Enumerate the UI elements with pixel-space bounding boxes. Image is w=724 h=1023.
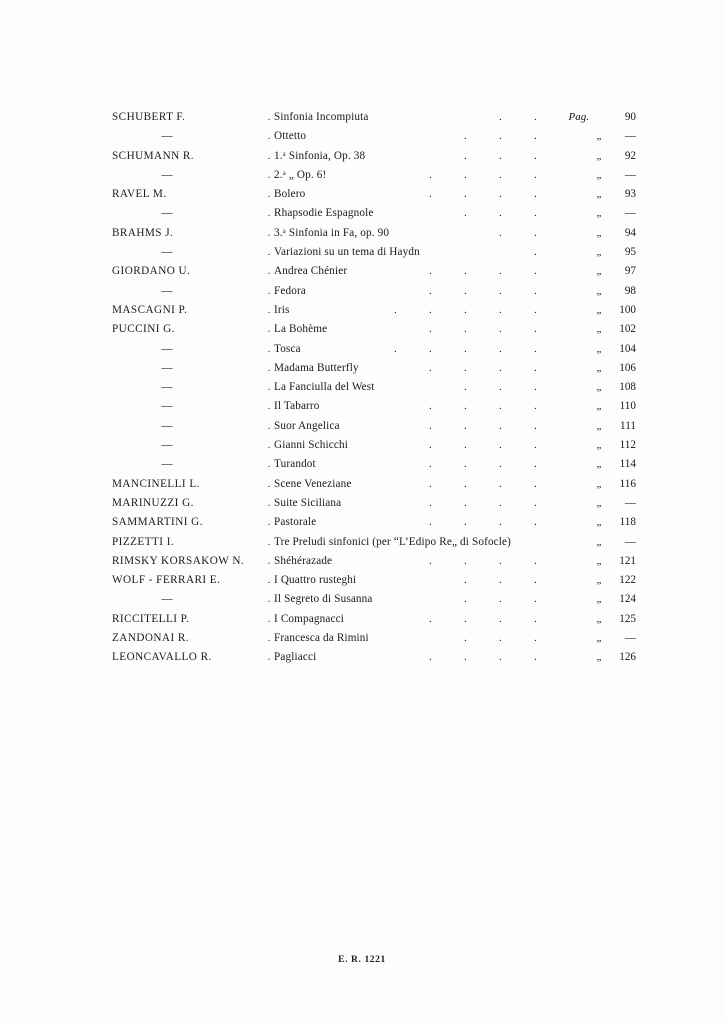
ditto-mark: „ [596,496,602,509]
ditto-mark: „ [596,477,602,490]
separator-dot: . [267,189,271,201]
leader-dots: . . . . [429,419,537,432]
composer-name: ZANDONAI R. [112,632,190,645]
ditto-mark: „ [596,265,602,278]
composer-name: — [161,130,173,143]
composer-name: MANCINELLI L. [112,477,200,490]
pag-label [559,397,592,416]
page-number: 110 [619,400,636,413]
separator-dot: . [267,575,271,587]
pag-label [559,301,592,320]
work-title-cell [274,340,559,359]
page-number: 112 [619,439,636,452]
page-number: 90 [624,111,636,123]
table-row [112,147,636,166]
pag-label [559,359,592,378]
work-title: Francesca da Rimini [274,632,369,645]
composer-name: — [161,207,173,220]
page-number: 108 [619,381,636,394]
table-row [112,397,636,416]
ditto-mark [592,108,610,127]
leader-dots: . . . . [429,361,537,374]
work-title-cell [274,610,559,629]
separator-dot: . [267,304,271,316]
separator-dot: . [267,169,271,181]
table-row [112,475,636,494]
composer-name: SCHUMANN R. [112,149,195,162]
work-title: Shéhérazade [274,554,333,567]
ditto-mark: „ [596,419,602,432]
composer-name: BRAHMS J. [112,226,174,239]
page-number: 104 [619,342,636,355]
table-row [112,166,636,185]
ditto-mark: „ [596,226,602,239]
pag-label: Pag. [568,111,589,123]
ditto-mark: „ [596,516,602,529]
page-number: 106 [619,361,636,374]
page-number: — [624,130,636,143]
work-title: 1.ᵃ Sinfonia, Op. 38 [274,149,366,162]
leader-dots: . . . [464,381,537,394]
pag-label [559,494,592,513]
work-title: Suor Angelica [274,419,340,432]
separator-dot: . [267,652,271,664]
table-row [112,204,636,223]
ditto-mark: „ [596,361,602,374]
page-footer: E. R. 1221 [338,955,386,965]
leader-dots: . . . . [429,400,537,413]
table-row [112,648,636,667]
table-row [112,127,636,146]
work-title: I Compagnacci [274,612,344,625]
pag-label [559,340,592,359]
work-title-cell [274,320,559,339]
ditto-mark: „ [596,381,602,394]
table-row [112,610,636,629]
table-row [112,513,636,532]
composer-name: LEONCAVALLO R. [112,651,212,664]
composer-name: MASCAGNI P. [112,303,188,316]
work-title-cell [274,436,559,455]
page-number: 102 [619,323,636,336]
separator-dot: . [267,382,271,394]
pag-label [559,552,592,571]
separator-dot: . [267,285,271,297]
leader-dots: . . . . [429,323,537,336]
pag-label [559,243,592,262]
composer-name: — [161,246,173,259]
table-row [112,571,636,590]
separator-dot: . [267,208,271,220]
work-title: Andrea Chénier [274,265,348,278]
page-number: — [624,207,636,220]
pag-label [559,320,592,339]
work-title: I Quattro rusteghi [274,574,357,587]
leader-dots: . . . . [429,265,537,278]
page-number: 97 [624,265,636,278]
work-title-cell [274,629,559,648]
ditto-mark: „ [596,168,602,181]
page-number: 93 [624,188,636,201]
leader-dots: . . . [464,593,537,606]
composer-name: — [161,381,173,394]
work-title-cell [274,359,559,378]
separator-dot: . [267,517,271,529]
page-number: 125 [619,612,636,625]
separator-dot: . [267,478,271,490]
composer-name: PIZZETTI I. [112,535,175,548]
leader-dots: . . . . [429,284,537,297]
table-row [112,108,636,127]
page-number: 116 [619,477,636,490]
leader-dots: . . . . [429,458,537,471]
work-title: Turandot [274,458,316,471]
table-row [112,262,636,281]
page-number: 126 [619,651,636,664]
work-title: 3.ᵃ Sinfonia in Fa, op. 90 [274,226,390,239]
work-title: Rhapsodie Espagnole [274,207,374,220]
ditto-mark: „ [596,284,602,297]
table-row [112,282,636,301]
pag-label [559,571,592,590]
ditto-mark: „ [596,342,602,355]
leader-dots: . . . . [429,496,537,509]
pag-label [559,590,592,609]
composer-name: SCHUBERT F. [112,111,186,123]
composer-name: — [161,458,173,471]
work-title-cell [274,648,559,667]
work-title: Pastorale [274,516,317,529]
ditto-mark: „ [596,535,602,548]
separator-dot: . [267,594,271,606]
work-title-cell [274,455,559,474]
composer-name: — [161,439,173,452]
pag-label [559,224,592,243]
ditto-mark: „ [596,458,602,471]
leader-dots: . . . . [429,554,537,567]
table-row [112,359,636,378]
pag-label [559,417,592,436]
toc-body [112,108,636,668]
pag-label [559,513,592,532]
work-title: Iris [274,303,290,316]
separator-dot: . [267,247,271,259]
separator-dot: . [267,536,271,548]
composer-name: RAVEL M. [112,188,167,201]
table-row [112,533,636,552]
table-row [112,436,636,455]
work-title: Madama Butterfly [274,361,359,374]
composer-name: WOLF - FERRARI E. [112,574,221,587]
leader-dots: . [534,246,537,259]
pag-label [559,166,592,185]
ditto-mark: „ [596,149,602,162]
composer-name: SAMMARTINI G. [112,516,203,529]
table-row [112,455,636,474]
table-row [112,340,636,359]
leader-dots: . . . . [429,651,537,664]
composer-name: RIMSKY KORSAKOW N. [112,554,245,567]
ditto-mark: „ [596,574,602,587]
leader-dots: . . . [464,574,537,587]
work-title-cell [274,262,559,281]
work-title: Bolero [274,188,306,201]
leader-dots: . . . . [429,439,537,452]
pag-label [559,533,592,552]
page-number: 121 [619,554,636,567]
composer-name: — [161,168,173,181]
separator-dot: . [267,112,271,123]
work-title: Suite Siciliana [274,496,342,509]
ditto-mark: „ [596,400,602,413]
leader-dots: . . . [464,130,537,143]
separator-dot: . [267,401,271,413]
separator-dot: . [267,343,271,355]
work-title-cell [274,224,559,243]
table-row [112,243,636,262]
work-title: La Bohème [274,323,328,336]
pag-label [559,185,592,204]
page-number: 100 [619,303,636,316]
page-number: 122 [619,574,636,587]
page-number: — [624,535,636,548]
work-title: Pagliacci [274,651,317,664]
work-title-cell [274,378,559,397]
leader-dots: . . . . . [394,303,537,316]
work-title: Variazioni su un tema di Haydn [274,246,420,259]
leader-dots: . . . . [429,168,537,181]
work-title: Fedora [274,284,306,297]
page-number: 92 [624,149,636,162]
page-number: 118 [619,516,636,529]
ditto-mark: „ [596,632,602,645]
leader-dots: . . . [464,632,537,645]
page-number: 94 [624,226,636,239]
ditto-mark: „ [596,612,602,625]
table-row [112,320,636,339]
work-title-cell [274,571,559,590]
table-row [112,378,636,397]
work-title: Sinfonia Incompiuta [274,111,369,123]
page-number: — [624,496,636,509]
pag-label [559,629,592,648]
composer-name: — [161,593,173,606]
separator-dot: . [267,131,271,143]
work-title-cell [274,204,559,223]
work-title: Il Segreto di Susanna [274,593,373,606]
table-row [112,552,636,571]
work-title-cell [274,397,559,416]
work-title-cell [274,494,559,513]
separator-dot: . [267,555,271,567]
leader-dots: . . . . . [394,342,537,355]
leader-dots: . . [499,226,537,239]
pag-label [559,475,592,494]
composer-name: — [161,419,173,432]
composer-name: GIORDANO U. [112,265,191,278]
work-title: Tosca [274,342,301,355]
page-number: 95 [624,246,636,259]
toc-table [112,108,636,668]
ditto-mark: „ [596,130,602,143]
pag-label [559,610,592,629]
pag-label [559,204,592,223]
table-row [112,629,636,648]
separator-dot: . [267,150,271,162]
separator-dot: . [267,613,271,625]
ditto-mark: „ [596,554,602,567]
page-number: 111 [620,419,636,432]
work-title-cell [274,513,559,532]
separator-dot: . [267,420,271,432]
composer-name: PUCCINI G. [112,323,175,336]
composer-name: — [161,361,173,374]
page-number: 98 [624,284,636,297]
work-title: Ottetto [274,130,307,143]
page-number: — [624,168,636,181]
table-row [112,494,636,513]
pag-label [559,147,592,166]
composer-name: — [161,400,173,413]
table-row [112,301,636,320]
table-row [112,224,636,243]
ditto-mark: „ [596,323,602,336]
composer-name: — [161,284,173,297]
work-title-cell [274,417,559,436]
work-title-cell [274,533,559,552]
work-title-cell [274,282,559,301]
table-row [112,417,636,436]
leader-dots: . . . . [429,477,537,490]
leader-dots: . . . [464,149,537,162]
work-title: La Fanciulla del West [274,381,375,394]
work-title: Gianni Schicchi [274,439,349,452]
pag-label [559,127,592,146]
work-title-cell [274,166,559,185]
composer-name: RICCITELLI P. [112,612,190,625]
work-title: 2.ᵃ „ Op. 6! [274,168,327,181]
pag-label [559,378,592,397]
pag-label [559,648,592,667]
pag-label [559,455,592,474]
table-row [112,590,636,609]
ditto-mark: „ [596,593,602,606]
work-title: Scene Veneziane [274,477,352,490]
separator-dot: . [267,266,271,278]
ditto-mark: „ [596,207,602,220]
leader-dots: . . . . [429,516,537,529]
leader-dots: . . . . [429,188,537,201]
ditto-mark: „ [596,439,602,452]
leader-dots: . . . [464,207,537,220]
separator-dot: . [267,497,271,509]
page-number: 124 [619,593,636,606]
work-title-cell [274,108,559,127]
pag-label [559,282,592,301]
work-title-cell [274,301,559,320]
table-of-contents [112,108,636,668]
composer-name: MARINUZZI G. [112,496,194,509]
separator-dot: . [267,227,271,239]
page-number: — [624,632,636,645]
work-title-cell [274,127,559,146]
work-title: Tre Preludi sinfonici (per “L’Edipo Re„ di Sofocle) [274,535,512,548]
leader-dots: . . . . [429,612,537,625]
separator-dot: . [267,633,271,645]
work-title-cell [274,147,559,166]
ditto-mark: „ [596,188,602,201]
ditto-mark: „ [596,303,602,316]
separator-dot: . [267,440,271,452]
ditto-mark: „ [596,651,602,664]
separator-dot: . [267,459,271,471]
page-number: 114 [619,458,636,471]
work-title-cell [274,243,559,262]
composer-name: — [161,342,173,355]
separator-dot: . [267,362,271,374]
pag-label [559,262,592,281]
work-title-cell [274,552,559,571]
work-title: Il Tabarro [274,400,320,413]
table-row [112,185,636,204]
ditto-mark: „ [596,246,602,259]
separator-dot: . [267,324,271,336]
leader-dots: . . [499,111,537,123]
work-title-cell [274,475,559,494]
pag-label [559,436,592,455]
work-title-cell [274,590,559,609]
work-title-cell [274,185,559,204]
